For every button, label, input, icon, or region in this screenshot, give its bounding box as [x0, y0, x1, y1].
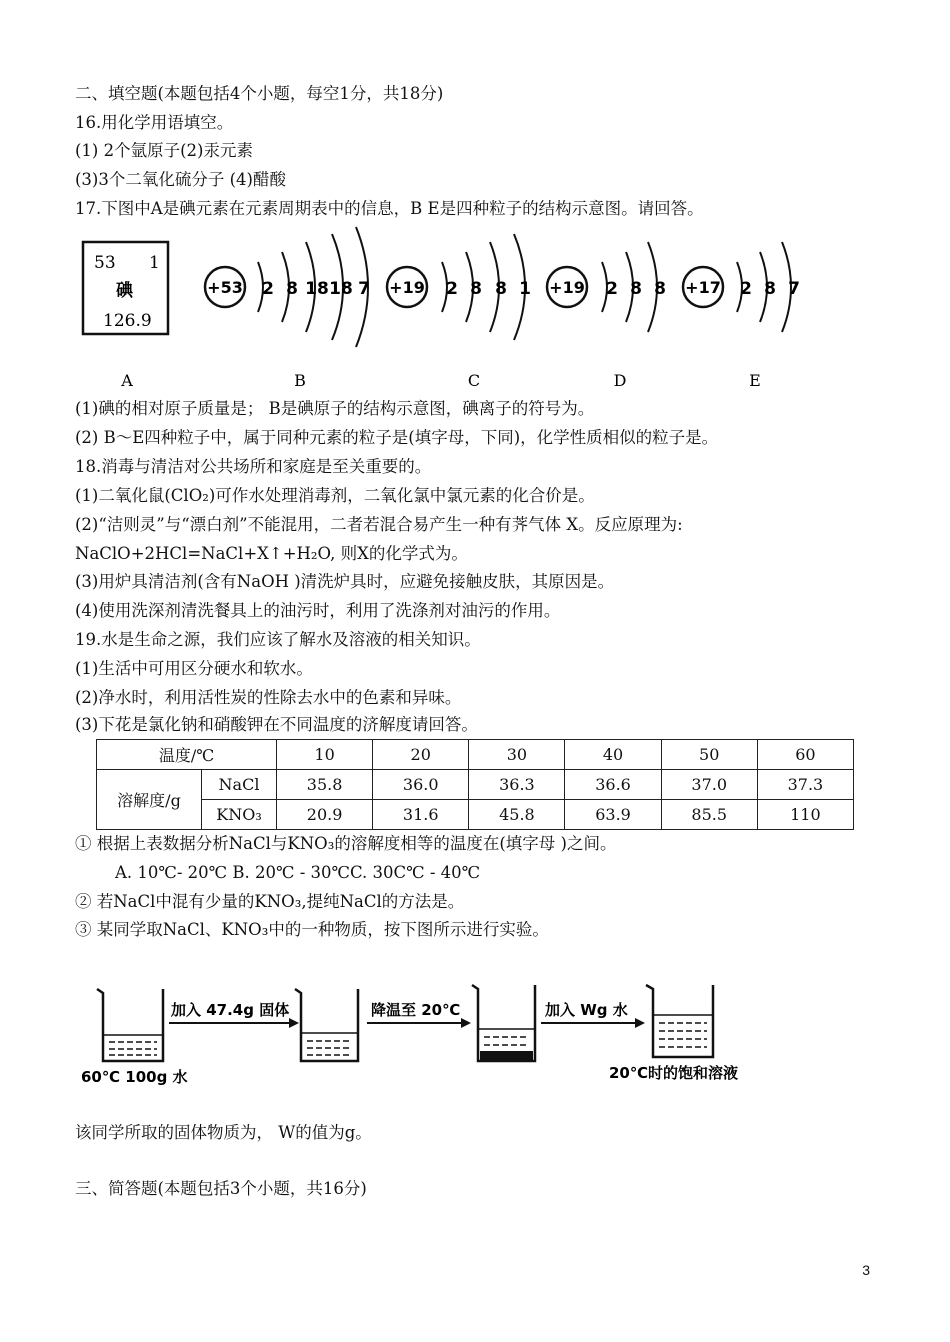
q18-line2: (2)“洁则灵”与“漂白剂”不能混用，二者若混合易产生一种有荠气体 X。反应原理为: — [75, 515, 683, 534]
shell-c-2: 8 — [470, 279, 482, 299]
card-atomic-mass: 126.9 — [103, 311, 152, 331]
q19-sub3: ③ 某同学取NaCl、KNO₃中的一种物质，按下图所示进行实验。 — [75, 920, 549, 939]
nacl-cell: 35.8 — [277, 770, 373, 800]
q19-sub1: ① 根据上表数据分析NaCl与KNO₃的溶解度相等的温度在(填字母 )之间。 — [75, 834, 617, 853]
particle-b — [205, 227, 370, 347]
particle-d — [547, 242, 666, 332]
label-a: A — [121, 371, 133, 390]
substance-kno3: KNO₃ — [202, 800, 277, 830]
experiment-flow-figure — [75, 975, 765, 1095]
solubility-table — [96, 739, 854, 830]
start-label: 60℃ 100g 水 — [81, 1068, 188, 1086]
kno3-cell: 20.9 — [277, 800, 373, 830]
label-e: E — [749, 371, 761, 390]
q18-title: 18.消毒与清洁对公共场所和家庭是至关重要的。 — [75, 457, 432, 476]
q16-line1: (1) 2个氩原子(2)汞元素 — [75, 141, 253, 160]
nucleus-e: +17 — [685, 278, 721, 297]
shell-d-3: 8 — [654, 279, 666, 299]
q17-sub1: (1)碘的相对原子质量是； B是碘原子的结构示意图，碘离子的符号为。 — [75, 399, 595, 418]
card-element-name: 碘 — [116, 281, 133, 301]
shell-d-1: 2 — [606, 279, 618, 299]
q19-answer-line: 该同学所取的固体物质为， W的值为g。 — [75, 1123, 372, 1142]
beaker-1 — [97, 989, 163, 1061]
nacl-cell: 36.6 — [565, 770, 661, 800]
page-number: 3 — [862, 1262, 870, 1278]
q18-line1: (1)二氧化鼠(ClO₂)可作水处理消毒剂，二氧化氯中氯元素的化合价是。 — [75, 486, 595, 505]
shell-b-2: 8 — [286, 279, 298, 299]
beaker-2 — [295, 989, 358, 1061]
nucleus-d: +19 — [549, 278, 585, 297]
label-d: D — [613, 371, 627, 390]
temp-cell: 40 — [565, 740, 661, 770]
shell-e-1: 2 — [740, 279, 752, 299]
q19-line2: (2)净水时，利用活性炭的性除去水中的色素和异味。 — [75, 688, 462, 707]
section-heading-3: 三、简答题(本题包括3个小题，共16分) — [75, 1179, 367, 1198]
shell-c-3: 8 — [495, 279, 507, 299]
kno3-cell: 110 — [757, 800, 853, 830]
arrow-2-head — [461, 1018, 471, 1028]
arrow-3-head — [635, 1018, 645, 1028]
nacl-cell: 37.0 — [661, 770, 757, 800]
end-label: 20℃时的饱和溶液 — [609, 1064, 739, 1082]
q17-title: 17.下图中A是碘元素在元素周期表中的信息，B E是四种粒子的结构示意图。请回答。 — [75, 199, 704, 218]
nacl-cell: 37.3 — [757, 770, 853, 800]
card-valence: 1 — [149, 253, 160, 273]
q19-title: 19.水是生命之源，我们应该了解水及溶液的相关知识。 — [75, 630, 481, 649]
element-card-iodine — [83, 242, 168, 334]
label-b: B — [294, 371, 306, 390]
shell-b-4: 18 — [329, 279, 353, 299]
kno3-cell: 45.8 — [469, 800, 565, 830]
shell-c-1: 2 — [446, 279, 458, 299]
arrow-1-head — [289, 1018, 299, 1028]
atomic-structure-figure — [70, 222, 830, 392]
nacl-cell: 36.3 — [469, 770, 565, 800]
table-row — [97, 800, 854, 830]
shell-d-2: 8 — [630, 279, 642, 299]
q18-line5: (4)使用洗深剂清洗餐具上的油污时，利用了洗涤剂对油污的作用。 — [75, 601, 561, 620]
nacl-cell: 36.0 — [373, 770, 469, 800]
q16-line2: (3)3个二氧化硫分子 (4)醋酸 — [75, 170, 286, 189]
q19-line3: (3)下花是氯化钠和硝酸钾在不同温度的济解度请回答。 — [75, 715, 478, 734]
shell-b-3: 18 — [305, 279, 329, 299]
arrow-3-label: 加入 Wg 水 — [545, 1001, 628, 1019]
shell-c-4: 1 — [519, 279, 531, 299]
temp-cell: 50 — [661, 740, 757, 770]
q16-title: 16.用化学用语填空。 — [75, 113, 234, 132]
card-atomic-number: 53 — [94, 253, 116, 273]
nucleus-c: +19 — [389, 278, 425, 297]
arrow-1-label: 加入 47.4g 固体 — [171, 1001, 290, 1019]
header-solubility: 溶解度/g — [97, 770, 202, 830]
q17-sub2: (2) B～E四种粒子中，属于同种元素的粒子是(填字母，下同)，化学性质相似的粒子是。 — [75, 428, 719, 447]
kno3-cell: 63.9 — [565, 800, 661, 830]
section-heading-2: 二、填空题(本题包括4个小题，每空1分，共18分) — [75, 84, 444, 103]
temp-cell: 10 — [277, 740, 373, 770]
table-row — [97, 770, 854, 800]
table-row — [97, 740, 854, 770]
q19-sub2: ② 若NaCl中混有少量的KNO₃,提纯NaCl的方法是。 — [75, 892, 465, 911]
shell-b-5: 7 — [358, 279, 370, 299]
beaker-4 — [646, 985, 713, 1057]
q19-line1: (1)生活中可用区分硬水和软水。 — [75, 659, 313, 678]
temp-cell: 20 — [373, 740, 469, 770]
particle-c — [387, 234, 531, 340]
label-c: C — [467, 371, 481, 390]
kno3-cell: 85.5 — [661, 800, 757, 830]
temp-cell: 30 — [469, 740, 565, 770]
shell-e-3: 7 — [788, 279, 800, 299]
shell-b-1: 2 — [262, 279, 274, 299]
kno3-cell: 31.6 — [373, 800, 469, 830]
nucleus-b: +53 — [207, 278, 243, 297]
shell-e-2: 8 — [764, 279, 776, 299]
beaker-3 — [472, 985, 535, 1061]
arrow-2-label: 降温至 20℃ — [371, 1001, 461, 1019]
substance-nacl: NaCl — [202, 770, 277, 800]
temp-cell: 60 — [757, 740, 853, 770]
q19-sub1-options: A. 10℃- 20℃ B. 20℃ - 30℃C. 30C℃ - 40℃ — [115, 863, 481, 882]
header-temp: 温度/℃ — [97, 740, 277, 770]
q18-line4: (3)用炉具清洁剂(含有NaOH )清洗炉具时，应避免接触皮肤，其原因是。 — [75, 572, 615, 591]
q18-line3: NaClO+2HCl=NaCl+X↑+H₂O, 则X的化学式为。 — [75, 544, 468, 563]
particle-e — [683, 242, 800, 332]
